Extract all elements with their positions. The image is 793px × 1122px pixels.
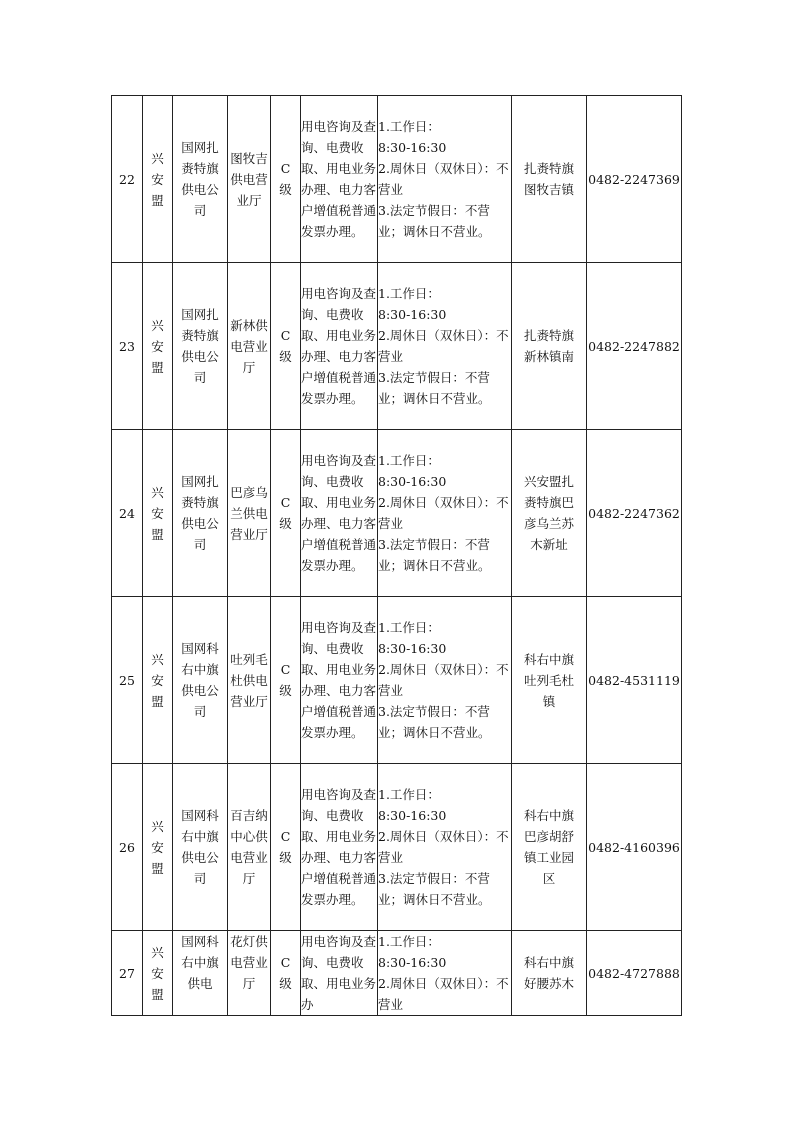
- league-cell-text: 兴安盟: [151, 944, 164, 1002]
- hall-cell-text: 新林供电营业厅: [230, 317, 268, 375]
- level-cell-text: C级: [279, 662, 292, 698]
- league-cell-text: 兴安盟: [151, 818, 164, 876]
- level-cell-text: C级: [279, 829, 292, 865]
- address-cell: [512, 96, 587, 263]
- service-cell-text: 用电咨询及查询、电费收取、用电业务办理、电力客户增值税普通发票办理。: [301, 620, 377, 740]
- service-cell: [301, 931, 378, 1016]
- hours-line: 2.周休日（双休日）：不营业: [378, 976, 509, 1012]
- hours-line: 3.法定节假日：不营业；调休日不营业。: [378, 871, 491, 907]
- service-cell-text: 用电咨询及查询、电费收取、用电业务办理、电力客户增值税普通发票办理。: [301, 119, 377, 239]
- service-cell-text: 用电咨询及查询、电费收取、用电业务办理、电力客户增值税普通发票办理。: [301, 453, 377, 573]
- league-cell: [143, 764, 173, 931]
- hours-cell: [378, 931, 512, 1016]
- phone-cell: 0482-4160396: [587, 764, 682, 931]
- hall-cell: [228, 96, 271, 263]
- address-cell: [512, 597, 587, 764]
- company-cell: [173, 96, 228, 263]
- row-number: 24: [112, 430, 143, 597]
- hours-line: 2.周休日（双休日）：不营业: [378, 328, 509, 364]
- row-number: 27: [112, 931, 143, 1016]
- league-cell-text: 兴安盟: [151, 651, 164, 709]
- row-number: 22: [112, 96, 143, 263]
- hours-line: 8:30-16:30: [378, 474, 447, 489]
- hall-cell-text: 图牧吉供电营业厅: [230, 150, 268, 208]
- hours-line: 8:30-16:30: [378, 641, 447, 656]
- hours-line: 2.周休日（双休日）：不营业: [378, 662, 509, 698]
- address-cell: [512, 430, 587, 597]
- address-cell-text: 扎赉特旗图牧吉镇: [524, 161, 575, 197]
- table-body: [112, 96, 682, 1016]
- hall-cell-text: 百吉纳中心供电营业厅: [230, 808, 268, 886]
- hours-cell: [378, 597, 512, 764]
- address-cell: [512, 263, 587, 430]
- phone-cell: 0482-2247362: [587, 430, 682, 597]
- level-cell-text: C级: [279, 161, 292, 197]
- row-number: 23: [112, 263, 143, 430]
- hours-line: 1.工作日：: [378, 620, 440, 635]
- address-cell: [512, 931, 587, 1016]
- address-cell-text: 科右中旗好腰苏木: [524, 955, 575, 991]
- address-cell-text: 科右中旗吐列毛杜镇: [524, 651, 575, 709]
- phone-cell: 0482-4531119: [587, 597, 682, 764]
- company-cell: [173, 764, 228, 931]
- service-cell: [301, 430, 378, 597]
- company-cell: [173, 597, 228, 764]
- service-cell-text: 用电咨询及查询、电费收取、用电业务办: [301, 934, 377, 1012]
- hours-line: 1.工作日：: [378, 787, 440, 802]
- service-cell: [301, 597, 378, 764]
- league-cell-text: 兴安盟: [151, 150, 164, 208]
- company-cell: [173, 263, 228, 430]
- company-cell-text: 国网扎赉特旗供电公司: [181, 140, 219, 218]
- company-cell: [173, 430, 228, 597]
- table-row: [112, 430, 682, 597]
- hours-line: 1.工作日：: [378, 934, 440, 949]
- level-cell: [271, 597, 301, 764]
- address-cell-text: 扎赉特旗新林镇南: [524, 328, 575, 364]
- service-cell: [301, 263, 378, 430]
- phone-cell: 0482-2247369: [587, 96, 682, 263]
- table-row: [112, 263, 682, 430]
- table-row: [112, 597, 682, 764]
- hours-line: 3.法定节假日：不营业；调休日不营业。: [378, 704, 491, 740]
- hall-cell: [228, 931, 271, 1016]
- address-cell-text: 兴安盟扎赉特旗巴彦乌兰苏木新址: [524, 474, 575, 552]
- service-cell: [301, 96, 378, 263]
- company-cell-text: 国网科右中旗供电公司: [181, 641, 219, 719]
- hours-line: 2.周休日（双休日）：不营业: [378, 829, 509, 865]
- league-cell-text: 兴安盟: [151, 317, 164, 375]
- service-cell-text: 用电咨询及查询、电费收取、用电业务办理、电力客户增值税普通发票办理。: [301, 787, 377, 907]
- league-cell: [143, 597, 173, 764]
- table-row: [112, 764, 682, 931]
- hours-line: 2.周休日（双休日）：不营业: [378, 495, 509, 531]
- hours-line: 1.工作日：: [378, 119, 440, 134]
- phone-cell: 0482-4727888: [587, 931, 682, 1016]
- row-number: 26: [112, 764, 143, 931]
- hours-line: 3.法定节假日：不营业；调休日不营业。: [378, 537, 491, 573]
- company-cell-text: 国网科右中旗供电: [181, 934, 219, 991]
- hall-cell: [228, 764, 271, 931]
- address-cell-text: 科右中旗巴彦胡舒镇工业园区: [524, 808, 575, 886]
- hours-line: 8:30-16:30: [378, 307, 447, 322]
- hours-cell: [378, 96, 512, 263]
- level-cell-text: C级: [279, 328, 292, 364]
- hours-line: 1.工作日：: [378, 453, 440, 468]
- level-cell: [271, 430, 301, 597]
- hall-cell: [228, 597, 271, 764]
- table-row: [112, 96, 682, 263]
- hall-cell: [228, 430, 271, 597]
- phone-cell: 0482-2247882: [587, 263, 682, 430]
- league-cell: [143, 263, 173, 430]
- company-cell: [173, 931, 228, 1016]
- level-cell: [271, 764, 301, 931]
- hall-cell-text: 吐列毛杜供电营业厅: [230, 651, 268, 709]
- level-cell: [271, 931, 301, 1016]
- league-cell: [143, 430, 173, 597]
- hours-cell: [378, 764, 512, 931]
- hall-cell: [228, 263, 271, 430]
- company-cell-text: 国网扎赉特旗供电公司: [181, 474, 219, 552]
- level-cell-text: C级: [279, 495, 292, 531]
- hours-line: 8:30-16:30: [378, 955, 447, 970]
- level-cell: [271, 96, 301, 263]
- level-cell-text: C级: [279, 955, 292, 991]
- row-number: 25: [112, 597, 143, 764]
- hours-cell: [378, 430, 512, 597]
- hours-line: 2.周休日（双休日）：不营业: [378, 161, 509, 197]
- hours-cell: [378, 263, 512, 430]
- hours-line: 1.工作日：: [378, 286, 440, 301]
- address-cell: [512, 764, 587, 931]
- hours-line: 3.法定节假日：不营业；调休日不营业。: [378, 203, 491, 239]
- hours-line: 8:30-16:30: [378, 808, 447, 823]
- service-cell: [301, 764, 378, 931]
- hours-line: 8:30-16:30: [378, 140, 447, 155]
- league-cell-text: 兴安盟: [151, 484, 164, 542]
- hall-cell-text: 花灯供电营业厅: [230, 934, 268, 991]
- hours-line: 3.法定节假日：不营业；调休日不营业。: [378, 370, 491, 406]
- service-hall-table: [111, 95, 682, 1016]
- table-row: [112, 931, 682, 1016]
- company-cell-text: 国网扎赉特旗供电公司: [181, 307, 219, 385]
- company-cell-text: 国网科右中旗供电公司: [181, 808, 219, 886]
- level-cell: [271, 263, 301, 430]
- league-cell: [143, 931, 173, 1016]
- service-cell-text: 用电咨询及查询、电费收取、用电业务办理、电力客户增值税普通发票办理。: [301, 286, 377, 406]
- hall-cell-text: 巴彦乌兰供电营业厅: [230, 484, 268, 542]
- league-cell: [143, 96, 173, 263]
